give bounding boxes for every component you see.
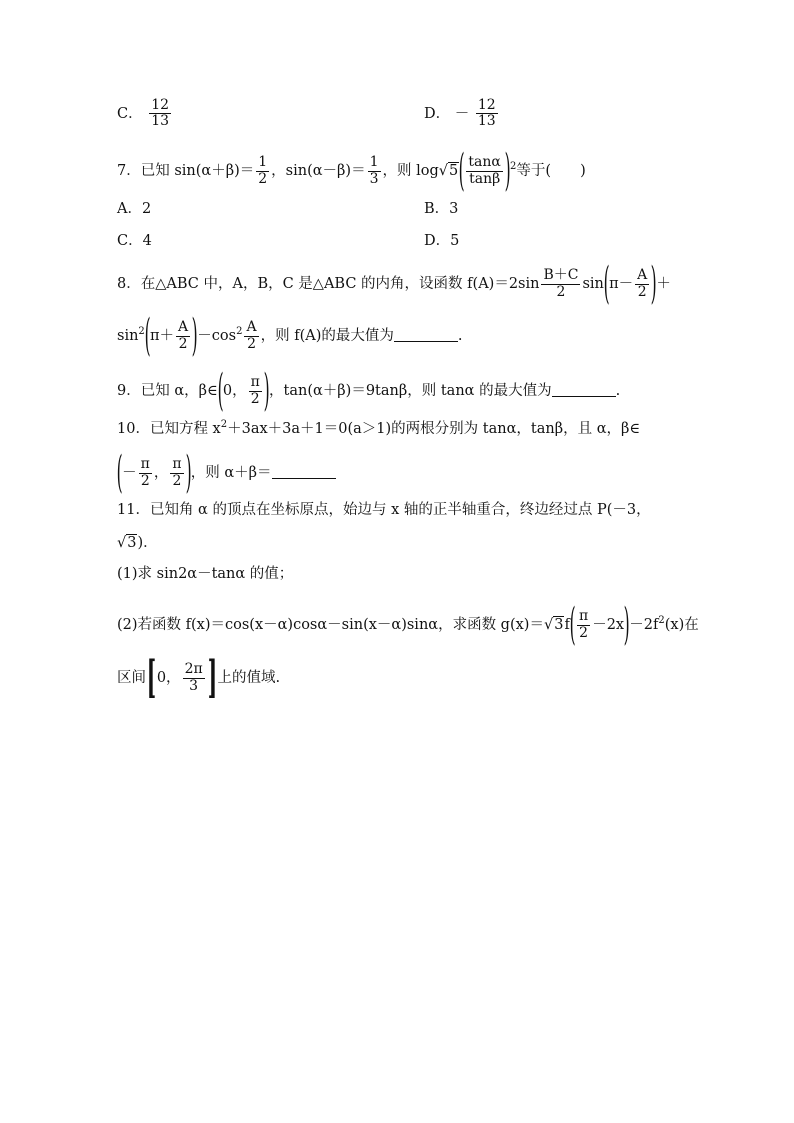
option-label: D．	[424, 105, 451, 122]
q9-text-1: 9．已知 α，β∈	[117, 383, 218, 399]
fraction	[170, 457, 183, 489]
numerator: B＋C	[543, 267, 579, 284]
left-paren: (	[603, 258, 610, 309]
left-paren: (	[569, 599, 576, 650]
fraction	[368, 155, 381, 187]
q7-text-1: 7．已知 sin(α＋β)＝	[117, 163, 255, 179]
q9-text-2: 0，	[222, 383, 247, 399]
q8-text-7: ，则 f(A)的最大值为	[260, 328, 394, 344]
exponent: 2	[138, 326, 145, 337]
radicand: 3	[554, 617, 564, 633]
numerator: π	[172, 456, 182, 473]
right-bracket: ]	[207, 652, 217, 703]
right-paren: )	[650, 258, 657, 309]
numerator: π	[140, 456, 150, 473]
denominator: 2	[247, 335, 256, 352]
q7-text-3: ，则 log	[382, 163, 439, 179]
question-9	[117, 365, 621, 416]
right-paren: )	[504, 145, 511, 196]
q8-sin: sin	[117, 328, 139, 344]
fraction	[466, 155, 502, 187]
q11-text-8: 区间	[117, 670, 146, 686]
question-10-line-1	[117, 420, 640, 437]
option-label: C．	[117, 105, 143, 122]
denominator: 2	[258, 170, 268, 187]
left-paren: (	[144, 310, 151, 361]
answer-blank[interactable]	[552, 384, 616, 397]
exponent: 2	[658, 615, 665, 626]
q7-text-4: 等于( )	[516, 163, 586, 179]
q11-text-10: 上的值域.	[217, 670, 281, 686]
minus-sign: －	[454, 105, 470, 122]
numerator: 1	[258, 154, 268, 171]
denominator: tanβ	[469, 170, 501, 187]
exponent: 2	[510, 161, 517, 172]
fraction	[541, 268, 580, 300]
question-8-line-2	[117, 310, 463, 361]
period: .	[615, 383, 621, 399]
denominator: 13	[151, 113, 170, 130]
q11-subquestion-2-line-2	[117, 652, 281, 703]
numerator: π	[250, 374, 260, 391]
numerator: 2π	[184, 661, 203, 678]
left-paren: (	[217, 365, 224, 416]
denominator: 2	[637, 283, 647, 300]
right-paren: )	[623, 599, 630, 650]
q10-text-2: ＋3ax＋3a＋1＝0(a＞1)的两根分别为 tanα，tanβ，且 α，β∈	[227, 421, 641, 437]
q11-text-6: －2f	[629, 617, 659, 633]
radicand: 3	[127, 535, 137, 551]
question-8-line-1	[117, 258, 671, 309]
numerator: tanα	[468, 154, 501, 171]
q10-text-3: ，则 α＋β＝	[190, 465, 272, 481]
q11-text-4: f	[564, 617, 570, 633]
question-11-line-2	[117, 536, 158, 551]
q8-text-1: 8．在△ABC 中，A，B，C 是△ABC 的内角，设函数 f(A)＝2sin	[117, 276, 540, 292]
q9-text-3: ，tan(α＋β)＝9tanβ，则 tanα 的最大值为	[269, 383, 552, 399]
denominator: 2	[172, 472, 182, 489]
right-paren: )	[191, 310, 198, 361]
q7-option-c: C．4	[117, 233, 152, 249]
question-11-line-1: 11．已知角 α 的顶点在坐标原点，始边与 x 轴的正半轴重合，终边经过点 P(－3，	[117, 502, 651, 518]
q7-option-a: A．2	[117, 201, 152, 217]
sqrt: √5	[438, 163, 459, 179]
denominator: 2	[250, 390, 260, 407]
numerator: π	[579, 608, 589, 625]
q7-text-2: ，sin(α－β)＝	[271, 163, 366, 179]
q8-text-5: π＋	[149, 328, 174, 344]
q11-text-5: －2x	[592, 617, 625, 633]
q6-option-c	[117, 98, 173, 130]
fraction	[244, 320, 258, 352]
numerator: A	[178, 319, 189, 336]
fraction	[176, 320, 190, 352]
q11-subquestion-2-line-1	[117, 599, 699, 650]
fraction	[476, 98, 498, 130]
exponent: 2	[236, 326, 243, 337]
radicand: 5	[449, 163, 459, 179]
period: .	[457, 328, 463, 344]
q11-text-2: )．	[137, 535, 158, 551]
numerator: 12	[477, 97, 496, 113]
q8-text-4: ＋	[656, 276, 671, 292]
answer-blank[interactable]	[394, 329, 458, 342]
denominator: 3	[189, 677, 199, 694]
right-paren: )	[263, 365, 270, 416]
q11-subquestion-1: (1)求 sin2α－tanα 的值；	[117, 566, 294, 582]
sqrt: √3	[117, 535, 137, 551]
denominator: 2	[140, 472, 150, 489]
denominator: 13	[477, 113, 496, 130]
minus-sign: －	[122, 465, 137, 481]
numerator: A	[637, 267, 648, 284]
right-paren: )	[185, 447, 192, 498]
fraction	[577, 609, 590, 641]
numerator: 1	[369, 154, 379, 171]
q10-text-1: 10．已知方程 x	[117, 421, 221, 437]
q7-option-b: B．3	[424, 201, 459, 217]
fraction	[256, 155, 269, 187]
q8-text-3: π－	[609, 276, 634, 292]
left-paren: (	[116, 447, 123, 498]
comma: ，	[153, 465, 169, 481]
sqrt: √3	[543, 617, 564, 633]
q11-text-7: (x)在	[664, 617, 699, 633]
denominator: 2	[178, 335, 188, 352]
q6-option-d	[424, 98, 500, 130]
q7-option-d: D．5	[424, 233, 460, 249]
fraction	[139, 457, 152, 489]
denominator: 2	[556, 283, 566, 300]
fraction	[635, 268, 649, 300]
left-bracket: [	[146, 652, 157, 703]
fraction	[183, 662, 205, 694]
q11-text-3: (2)若函数 f(x)＝cos(x－α)cosα－sin(x－α)sinα，求函数 g(x)＝	[117, 617, 544, 633]
question-10-line-2	[116, 447, 336, 498]
fraction	[149, 98, 171, 130]
numerator: A	[246, 319, 257, 336]
denominator: 2	[579, 624, 589, 641]
question-7	[117, 145, 586, 196]
q8-text-6: －cos	[197, 328, 237, 344]
answer-blank[interactable]	[272, 466, 336, 479]
q11-text-9: 0，	[156, 670, 181, 686]
left-paren: (	[458, 145, 465, 196]
exponent: 2	[220, 419, 228, 430]
numerator: 12	[151, 97, 170, 113]
denominator: 3	[369, 170, 379, 187]
q8-text-2: sin	[582, 276, 604, 292]
fraction	[249, 375, 262, 407]
